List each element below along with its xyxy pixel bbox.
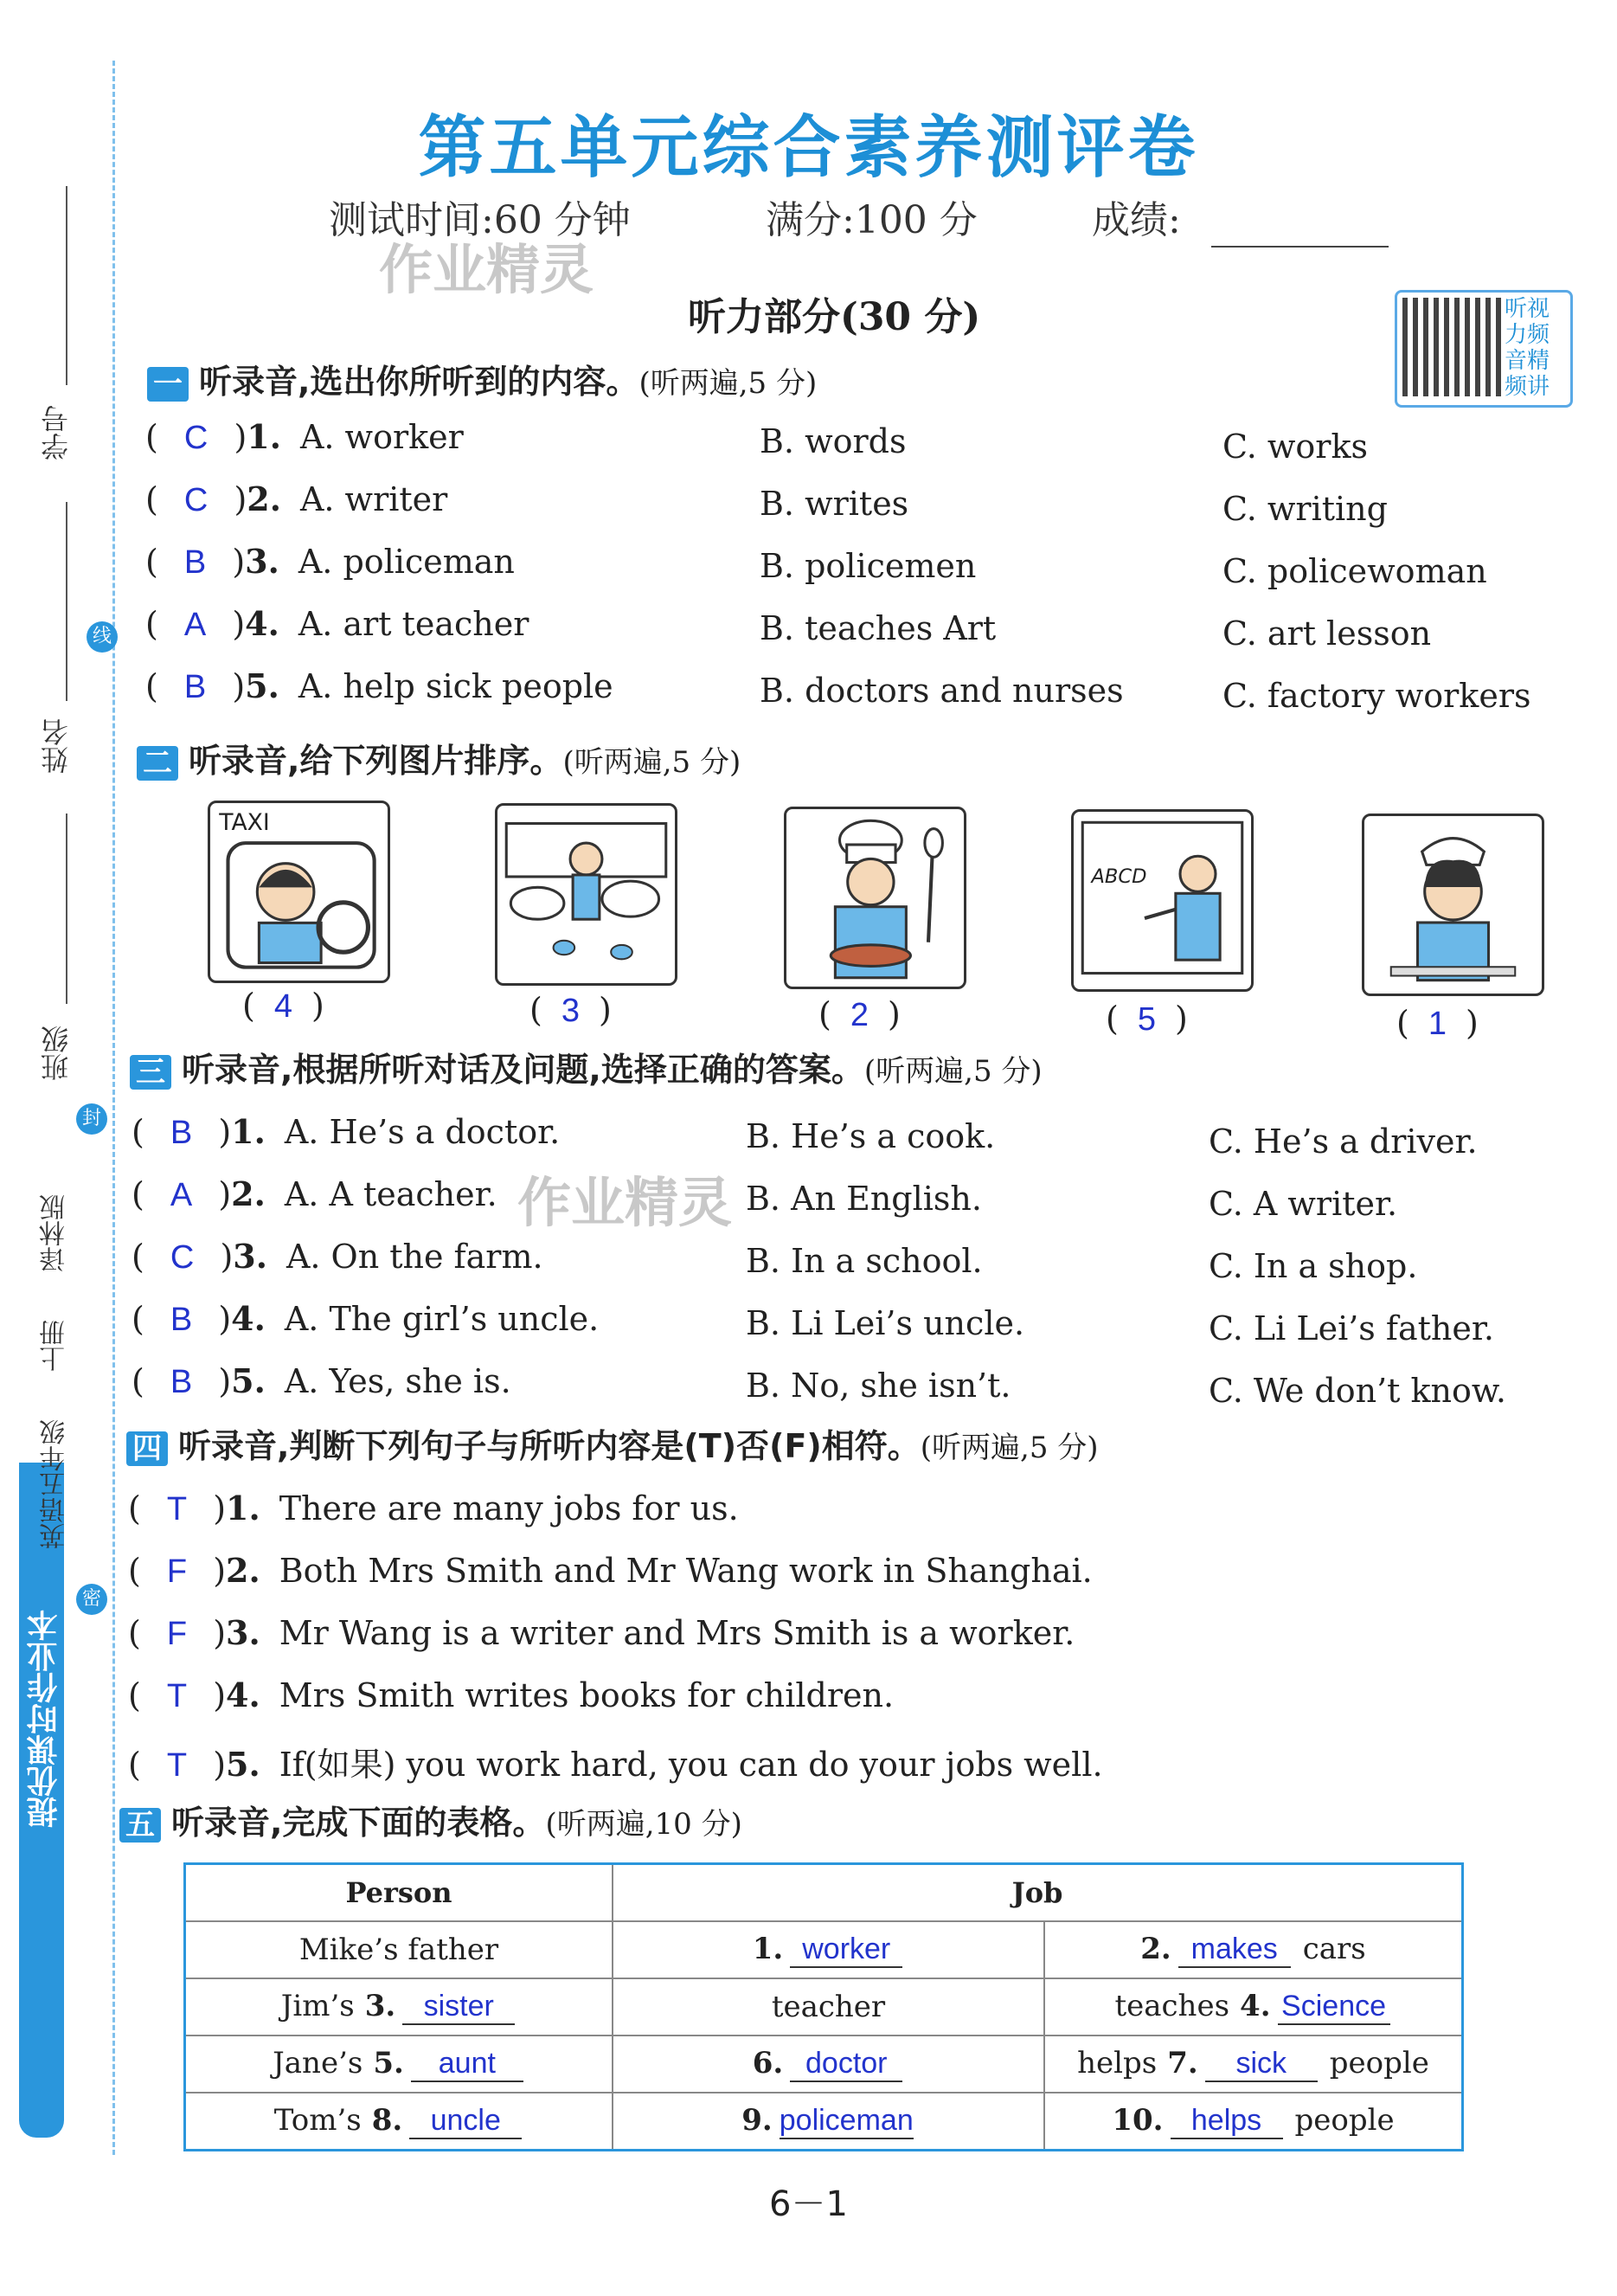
section3-item-2-option-b: B. An English. — [746, 1180, 982, 1218]
section1-item-4[interactable]: ( A )4. A. art teacher — [145, 604, 529, 643]
section5-note: (听两遍,10 分) — [545, 1807, 742, 1842]
picture-nurse — [1362, 814, 1544, 996]
pic3-answer-value: 2 — [850, 997, 869, 1033]
section1-item-5-answer: B — [183, 669, 207, 705]
section1-item-2[interactable]: ( C )2. A. writer — [145, 479, 448, 518]
pic5-answer[interactable]: ( 1 ) — [1396, 1004, 1479, 1042]
section4-item-1[interactable]: ( T )1. There are many jobs for us. — [128, 1489, 739, 1527]
section4-item-5-text: If(如果) you work hard, you can do your jobs well. — [279, 1746, 1103, 1784]
section1-item-2-answer: C — [183, 482, 209, 518]
section4-item-4-text: Mrs Smith writes books for children. — [279, 1676, 895, 1714]
section3-item-4-answer: B — [170, 1302, 193, 1338]
test-time: 测试时间:60 分钟 — [329, 198, 631, 242]
pic3-answer[interactable]: ( 2 ) — [818, 995, 901, 1033]
person-cell-2 — [185, 1978, 613, 2036]
section1-item-4-number: 4. — [245, 604, 279, 643]
section1-item-1-option-b: B. words — [760, 422, 907, 460]
section2-number: 二 — [137, 746, 178, 781]
student-no-label: 学号 — [40, 405, 73, 460]
job2-cell-1-j2_post: cars — [1302, 1932, 1366, 1966]
section1-number: 一 — [147, 367, 189, 402]
section1-item-5-option-b: B. doctors and nurses — [760, 672, 1124, 710]
section3-item-3-option-a: A. On the farm. — [286, 1238, 543, 1276]
section1-item-5[interactable]: ( B )5. A. help sick people — [145, 666, 613, 705]
section4-title: 听录音,判断下列句子与所听内容是(T)否(F)相符。 — [178, 1427, 921, 1465]
person-cell-2-blank[interactable]: sister — [402, 1990, 515, 2025]
section3-item-3-answer: C — [170, 1239, 195, 1276]
pic1-answer-value: 4 — [273, 988, 292, 1025]
section1-item-2-option-c: C. writing — [1222, 490, 1388, 528]
score-label: 成绩: — [1092, 198, 1181, 242]
job1-cell-2 — [613, 1978, 1044, 2036]
book-name-part3: 英语五年级 — [40, 1419, 70, 1549]
job1-cell-4-blank[interactable]: policeman — [780, 2104, 914, 2139]
qr-caption: 听视力频音精频讲 — [1505, 296, 1550, 400]
table-header-row — [185, 1864, 1463, 1922]
section1-item-1-number: 1. — [247, 417, 281, 456]
job1-cell-1-j1_num: 1. — [752, 1932, 784, 1966]
section3-item-3-option-b: B. In a school. — [746, 1242, 983, 1280]
job1-cell-1-blank[interactable]: worker — [790, 1933, 902, 1968]
section4-item-4[interactable]: ( T )4. Mrs Smith writes books for children. — [128, 1675, 895, 1714]
section1-item-3-number: 3. — [245, 542, 279, 581]
person-cell-2-p_pre: Jim’s — [280, 1989, 355, 2023]
job1-cell-4 — [613, 2093, 1044, 2151]
section3-item-2-answer: A — [170, 1177, 193, 1213]
book-name-part2: 上册 — [40, 1320, 70, 1372]
seal-circle-line: 线 — [87, 621, 118, 653]
section1-item-5-option-a: A. help sick people — [298, 667, 613, 705]
person-cell-4 — [185, 2093, 613, 2151]
section1-item-2-option-b: B. writes — [760, 485, 909, 523]
section4-item-2-text: Both Mrs Smith and Mr Wang work in Shanghai. — [279, 1552, 1093, 1590]
section1-item-3-option-a: A. policeman — [298, 543, 515, 581]
table-row — [185, 1921, 1463, 1978]
job1-cell-3-j1_num: 6. — [752, 2046, 784, 2081]
section2-heading — [137, 734, 741, 781]
section4-item-3[interactable]: ( F )3. Mr Wang is a writer and Mrs Smith is a worker. — [128, 1613, 1075, 1652]
section5-number: 五 — [119, 1808, 161, 1843]
picture-cook — [784, 807, 966, 989]
score-blank[interactable] — [1211, 246, 1389, 248]
section1-item-4-option-b: B. teaches Art — [760, 609, 997, 647]
section1-heading — [147, 355, 817, 402]
job2-cell-3-j2_pre: helps — [1077, 2046, 1158, 2081]
section1-item-4-answer: A — [183, 607, 207, 643]
qr-code-icon — [1402, 298, 1501, 396]
nurse-illustration — [1364, 816, 1542, 994]
section3-item-5-option-c: C. We don’t know. — [1209, 1372, 1506, 1410]
section2-title: 听录音,给下列图片排序。 — [189, 742, 563, 780]
section4-item-2-number: 2. — [226, 1551, 260, 1590]
section3-number: 三 — [130, 1055, 171, 1090]
job2-cell-4-blank[interactable]: helps — [1171, 2104, 1283, 2139]
section3-item-3-number: 3. — [233, 1237, 267, 1276]
section3-item-4-number: 4. — [231, 1299, 266, 1338]
blackboard-letters: ABCD — [1091, 865, 1147, 888]
section1-item-5-option-c: C. factory workers — [1222, 677, 1531, 715]
section4-item-3-text: Mr Wang is a writer and Mrs Smith is a worker. — [279, 1614, 1075, 1652]
watermark-top: 作业精灵 — [379, 238, 594, 301]
section3-item-5-option-a: A. Yes, she is. — [284, 1362, 511, 1400]
full-score: 满分:100 分 — [766, 198, 978, 242]
page-number: 6－1 — [769, 2184, 848, 2224]
section3-item-1-option-c: C. He’s a driver. — [1209, 1122, 1478, 1161]
page-title: 第五单元综合素养测评卷 — [418, 109, 1199, 187]
listening-title: 听力部分(30 分) — [688, 295, 981, 339]
section3-item-2-option-c: C. A writer. — [1209, 1185, 1398, 1223]
job2-cell-1-j2_num: 2. — [1140, 1932, 1171, 1966]
section1-item-1[interactable]: ( C )1. A. worker — [145, 417, 464, 456]
section4-item-2-answer: F — [166, 1553, 188, 1590]
name-line — [66, 502, 67, 701]
job2-cell-3-blank[interactable]: sick — [1205, 2047, 1318, 2082]
job2-cell-3 — [1044, 2036, 1463, 2093]
person-cell-4-p_num: 8. — [371, 2103, 403, 2138]
section4-item-3-answer: F — [166, 1616, 188, 1652]
section3-item-5-answer: B — [170, 1364, 193, 1400]
qr-code-box[interactable] — [1395, 290, 1573, 408]
section1-item-4-option-c: C. art lesson — [1222, 614, 1432, 653]
section1-item-1-answer: C — [183, 420, 209, 456]
brand-text: 提优课时作业本 — [27, 1610, 62, 1828]
section4-item-5-answer: T — [166, 1747, 188, 1784]
section1-item-2-option-a: A. writer — [299, 480, 448, 518]
watermark-middle: 作业精灵 — [517, 1171, 733, 1234]
section3-item-2[interactable]: ( A )2. A. A teacher. — [132, 1174, 497, 1213]
person-cell-3 — [185, 2036, 613, 2093]
person-cell-1 — [185, 1921, 613, 1978]
section4-item-2[interactable]: ( F )2. Both Mrs Smith and Mr Wang work in Shanghai. — [128, 1551, 1093, 1590]
table-row — [185, 1978, 1463, 2036]
job1-cell-3 — [613, 2036, 1044, 2093]
teacher-illustration — [1074, 812, 1251, 989]
section5-heading — [119, 1796, 742, 1843]
section4-item-1-text: There are many jobs for us. — [279, 1489, 739, 1527]
section3-item-1-number: 1. — [231, 1112, 266, 1151]
seal-circle-seal: 封 — [76, 1103, 107, 1135]
person-cell-1-p_pre: Mike’s father — [298, 1933, 499, 1967]
person-cell-2-p_num: 3. — [364, 1989, 396, 2023]
job1-cell-3-blank[interactable]: doctor — [790, 2047, 902, 2082]
pic4-answer-value: 5 — [1137, 1001, 1156, 1038]
class-label: 班级 — [40, 1026, 73, 1081]
section1-item-3-option-b: B. policemen — [760, 547, 977, 585]
job1-cell-1 — [613, 1921, 1044, 1978]
pic5-answer-value: 1 — [1428, 1006, 1447, 1042]
class-line — [66, 814, 67, 1004]
section3-item-1[interactable]: ( B )1. A. He’s a doctor. — [132, 1112, 561, 1151]
job2-cell-2-blank[interactable]: Science — [1278, 1990, 1390, 2025]
table-row — [185, 2036, 1463, 2093]
section1-item-1-option-a: A. worker — [299, 418, 464, 456]
section1-item-2-number: 2. — [247, 479, 281, 518]
job2-cell-2 — [1044, 1978, 1463, 2036]
job2-cell-2-j2_pre: teaches — [1114, 1989, 1230, 2023]
person-cell-3-p_pre: Jane’s — [273, 2046, 363, 2081]
binding-dashed-line — [112, 61, 115, 2155]
seal-circle-secret: 密 — [76, 1584, 107, 1615]
section3-item-1-answer: B — [170, 1115, 193, 1151]
section3-item-1-option-a: A. He’s a doctor. — [284, 1113, 561, 1151]
job2-cell-1-blank[interactable]: makes — [1178, 1933, 1291, 1968]
section4-item-5-number: 5. — [226, 1745, 260, 1784]
person-cell-3-blank[interactable]: aunt — [411, 2047, 523, 2082]
section3-item-4[interactable]: ( B )4. A. The girl’s uncle. — [132, 1299, 600, 1338]
section3-item-2-option-a: A. A teacher. — [284, 1175, 497, 1213]
book-name-part1: 译林版 — [40, 1194, 70, 1272]
section1-item-4-option-a: A. art teacher — [298, 605, 529, 643]
section3-item-2-number: 2. — [231, 1174, 266, 1213]
header-job: Job — [613, 1864, 1463, 1922]
section1-note: (听两遍,5 分) — [638, 366, 818, 401]
farm-illustration — [497, 806, 675, 983]
section3-note: (听两遍,5 分) — [863, 1054, 1043, 1089]
section1-item-3[interactable]: ( B )3. A. policeman — [145, 542, 515, 581]
section3-item-5[interactable]: ( B )5. A. Yes, she is. — [132, 1361, 511, 1400]
student-no-line — [66, 186, 67, 385]
job2-cell-2-j2_num: 4. — [1240, 1989, 1271, 2023]
taxi-sign: TAXI — [219, 808, 270, 836]
person-cell-3-p_num: 5. — [373, 2046, 404, 2081]
section4-item-5[interactable]: ( T )5. If(如果) you work hard, you can do your jobs well. — [128, 1745, 1103, 1784]
job2-cell-4-j2_num: 10. — [1112, 2103, 1164, 2138]
pic2-answer[interactable]: ( 3 ) — [529, 991, 612, 1029]
section1-item-3-answer: B — [183, 544, 207, 581]
section3-title: 听录音,根据所听对话及问题,选择正确的答案。 — [182, 1051, 864, 1089]
pic4-answer[interactable]: ( 5 ) — [1106, 1000, 1188, 1038]
section5-title: 听录音,完成下面的表格。 — [171, 1804, 546, 1842]
section3-item-4-option-c: C. Li Lei’s father. — [1209, 1309, 1494, 1347]
job1-cell-4-j1_num: 9. — [741, 2103, 773, 2138]
person-cell-4-p_pre: Tom’s — [273, 2103, 362, 2138]
person-cell-4-blank[interactable]: uncle — [409, 2104, 522, 2139]
section1-item-1-option-c: C. works — [1222, 428, 1368, 466]
job2-cell-1 — [1044, 1921, 1463, 1978]
section3-item-3[interactable]: ( C )3. A. On the farm. — [132, 1237, 543, 1276]
section3-item-4-option-b: B. Li Lei’s uncle. — [746, 1304, 1025, 1342]
section3-item-1-option-b: B. He’s a cook. — [746, 1117, 996, 1155]
section3-item-5-option-b: B. No, she isn’t. — [746, 1367, 1011, 1405]
section2-note: (听两遍,5 分) — [562, 745, 741, 780]
section3-item-3-option-c: C. In a shop. — [1209, 1247, 1418, 1285]
section4-item-4-answer: T — [166, 1678, 188, 1714]
section4-item-4-number: 4. — [226, 1675, 260, 1714]
picture-farmer — [495, 803, 677, 986]
job2-cell-4 — [1044, 2093, 1463, 2151]
cook-illustration — [786, 809, 964, 987]
section4-item-3-number: 3. — [226, 1613, 260, 1652]
job1-cell-2-j1_pre: teacher — [771, 1990, 886, 2024]
section1-item-3-option-c: C. policewoman — [1222, 552, 1487, 590]
section1-item-5-number: 5. — [245, 666, 279, 705]
section4-heading — [126, 1419, 1099, 1467]
job2-cell-3-j2_num: 7. — [1167, 2046, 1198, 2081]
taxi-driver-illustration — [210, 803, 388, 981]
job2-cell-3-j2_post: people — [1329, 2046, 1429, 2081]
section4-number: 四 — [126, 1431, 168, 1466]
table-row — [185, 2093, 1463, 2151]
picture-teacher — [1071, 809, 1254, 992]
name-label: 姓名 — [40, 718, 73, 774]
section3-item-4-option-a: A. The girl’s uncle. — [284, 1300, 600, 1338]
header-person: Person — [185, 1864, 613, 1922]
job2-cell-4-j2_post: people — [1294, 2103, 1395, 2138]
section4-note: (听两遍,5 分) — [920, 1431, 1099, 1465]
section1-title: 听录音,选出你所听到的内容。 — [199, 363, 639, 401]
section3-item-5-number: 5. — [231, 1361, 266, 1400]
section4-item-1-answer: T — [166, 1491, 188, 1527]
pic2-answer-value: 3 — [561, 993, 580, 1029]
picture-taxi-driver — [208, 801, 390, 983]
pic1-answer[interactable]: ( 4 ) — [242, 987, 324, 1025]
section4-item-1-number: 1. — [226, 1489, 260, 1527]
jobs-table — [183, 1862, 1464, 2151]
section3-heading — [130, 1043, 1043, 1090]
